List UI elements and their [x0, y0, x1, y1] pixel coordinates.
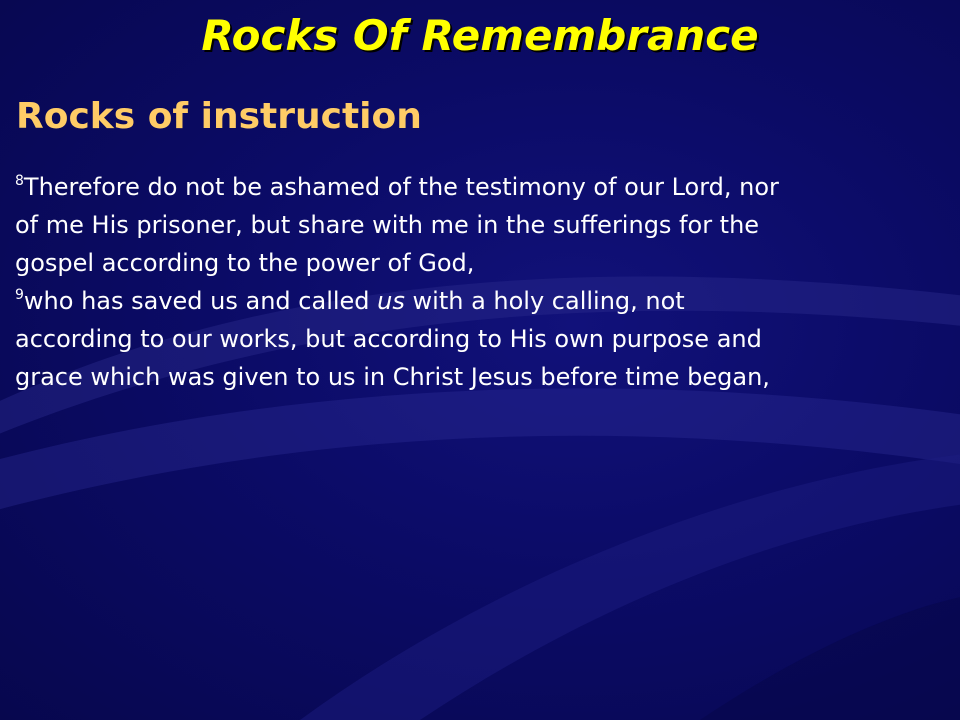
verse-9-line-2: according to our works, but according to His own purpose and [15, 325, 762, 353]
verse-8-text-1: Therefore do not be ashamed of the testimony of our Lord, nor [23, 173, 779, 201]
verse-8-line-1 [15, 168, 945, 206]
verse-number-9: 9 [15, 287, 24, 303]
verse-9-line-1 [15, 282, 945, 320]
swoosh-bottom-right [700, 590, 960, 720]
scripture-text [15, 168, 945, 396]
verse-8-line-3: gospel according to the power of God, [15, 249, 475, 277]
verse-9-line-3: grace which was given to us in Christ Jesus before time began, [15, 363, 770, 391]
verse-8-line-2: of me His prisoner, but share with me in the sufferings for the [15, 211, 760, 239]
verse-9-text-1b: with a holy calling, not [404, 287, 685, 315]
slide-subtitle: Rocks of instruction [16, 96, 422, 137]
verse-9-italic-us: us [377, 287, 405, 315]
verse-9-text-1a: who has saved us and called [23, 287, 378, 315]
verse-number-8: 8 [15, 173, 24, 189]
slide-title: Rocks Of Remembrance [201, 11, 759, 60]
